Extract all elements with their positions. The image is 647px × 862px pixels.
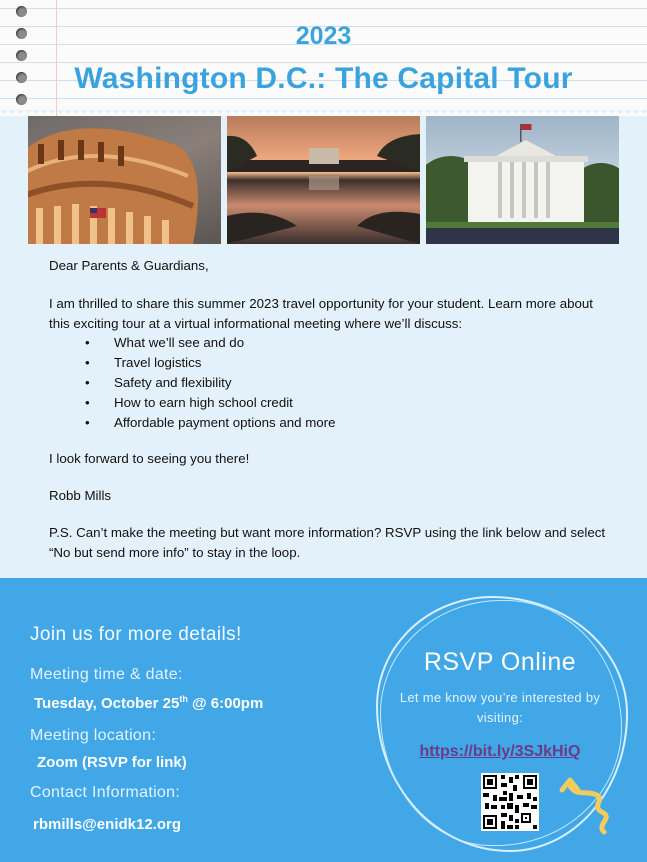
qr-code-icon[interactable] [481, 773, 539, 831]
meeting-location-value: Zoom (RSVP for link) [37, 754, 187, 771]
list-item: • Affordable payment options and more [49, 413, 609, 433]
meeting-time-label: Meeting time & date: [30, 666, 183, 683]
letter-greeting: Dear Parents & Guardians, [49, 258, 209, 273]
letter-signature: Robb Mills [49, 488, 112, 504]
binder-hole-icon [16, 50, 27, 61]
meeting-hour: @ 6:00pm [187, 695, 264, 712]
details-heading: Join us for more details! [30, 624, 242, 645]
contact-label: Contact Information: [30, 784, 181, 801]
notebook-paper-header [0, 0, 647, 116]
white-house-photo [426, 116, 619, 244]
flyer-year: 2023 [295, 22, 352, 50]
meeting-day: Tuesday, October 25 [34, 695, 180, 712]
meeting-time-value [34, 694, 263, 712]
meeting-location-label: Meeting location: [30, 727, 157, 744]
list-item: • Travel logistics [49, 353, 609, 373]
letter-intro: I am thrilled to share this summer 2023 travel opportunity for your student. Learn more about this exciting tour at a virtual informational meeting where we’ll discuss: [49, 295, 593, 331]
list-item: • Safety and flexibility [49, 373, 609, 393]
details-section [0, 578, 647, 862]
binder-hole-icon [16, 6, 27, 17]
rsvp-link[interactable]: https://bit.ly/3SJkHiQ [419, 743, 581, 760]
capitol-dome-photo [28, 116, 221, 244]
list-item: • How to earn high school credit [49, 393, 609, 413]
rsvp-subtitle: Let me know you’re interested by visiting: [399, 690, 601, 725]
letter-postscript: P.S. Can’t make the meeting but want more information? RSVP using the link below and select “No but send more info” to stay in the loop. [49, 524, 606, 560]
curly-arrow-icon [556, 774, 616, 836]
list-item: • What we’ll see and do [49, 333, 609, 353]
letter-closing: I look forward to seeing you there! [49, 451, 250, 467]
letter-body [49, 256, 609, 563]
meeting-day-suffix: th [179, 694, 188, 704]
lincoln-memorial-photo [227, 116, 420, 244]
flyer-title: Washington D.C.: The Capital Tour [74, 62, 573, 95]
rsvp-title: RSVP Online [423, 648, 577, 676]
topics-list [49, 333, 609, 432]
contact-email[interactable]: rbmills@enidk12.org [33, 816, 182, 833]
